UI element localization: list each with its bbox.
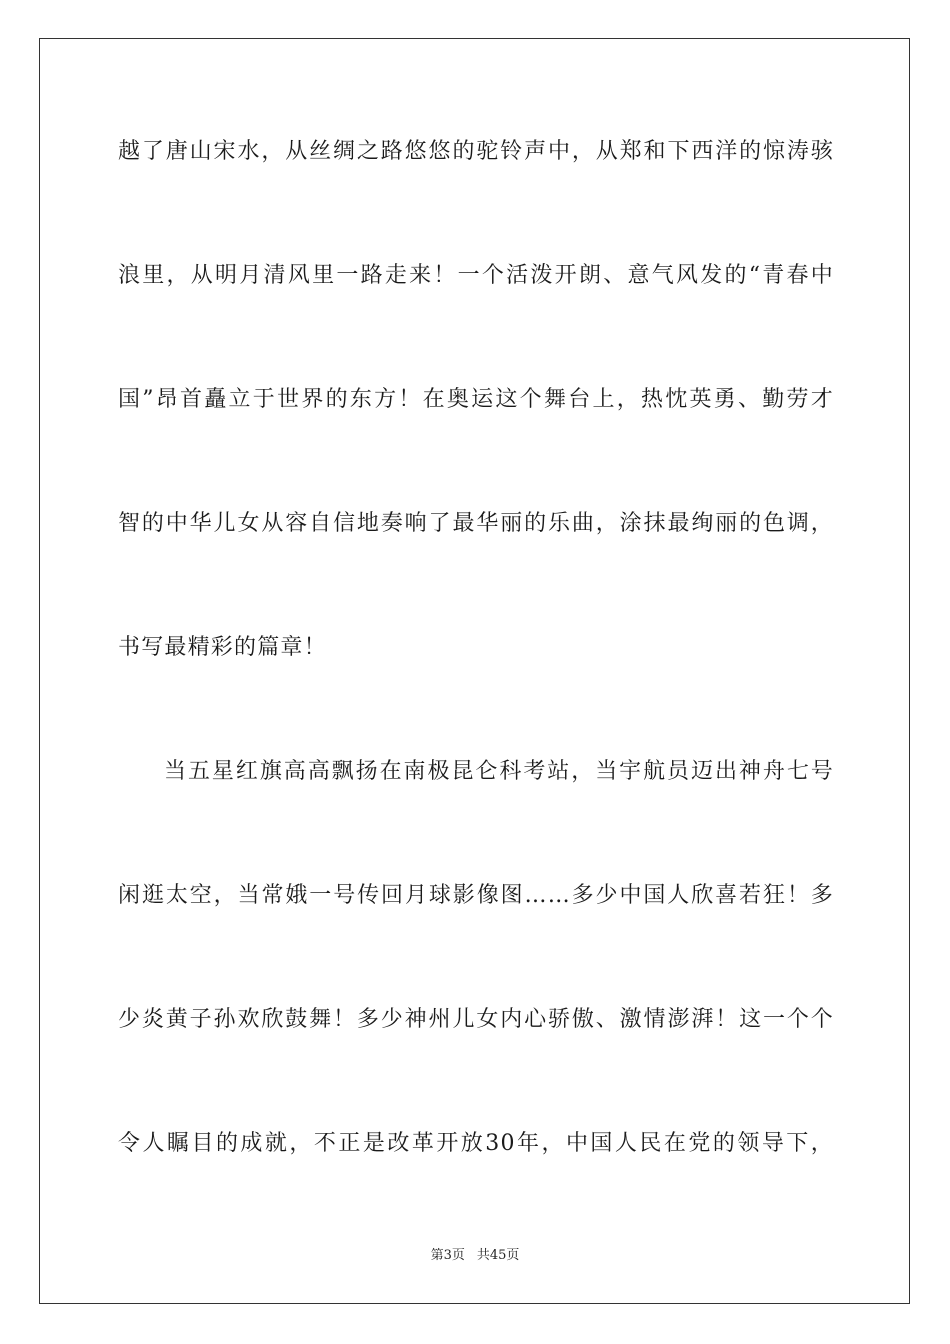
page-border [39,38,910,1304]
page-footer [0,1246,950,1266]
text-line-9: 令人瞩目的成就，不正是改革开放30年，中国人民在党的领导下， [118,1131,834,1156]
page-number: 第3页 [430,1248,465,1263]
text-line-3: 国”昂首矗立于世界的东方！在奥运这个舞台上，热忱英勇、勤劳才 [118,387,834,412]
text-line-7: 闲逛太空，当常娥一号传回月球影像图……多少中国人欣喜若狂！多 [118,883,834,908]
text-line-5: 书写最精彩的篇章！ [118,635,327,660]
text-line-8: 少炎黄子孙欢欣鼓舞！多少神州儿女内心骄傲、激情澎湃！这一个个 [118,1007,834,1032]
text-line-2: 浪里，从明月清风里一路走来！一个活泼开朗、意气风发的“青春中 [118,263,834,288]
paragraph-2-first-line: 当五星红旗高高飘扬在南极昆仑科考站，当宇航员迈出神舟七号 [164,759,834,784]
text-line-1: 越了唐山宋水，从丝绸之路悠悠的驼铃声中，从郑和下西洋的惊涛骇 [118,139,834,164]
page-total: 共45页 [476,1248,520,1263]
text-line-4: 智的中华儿女从容自信地奏响了最华丽的乐曲，涂抹最绚丽的色调， [118,511,834,536]
